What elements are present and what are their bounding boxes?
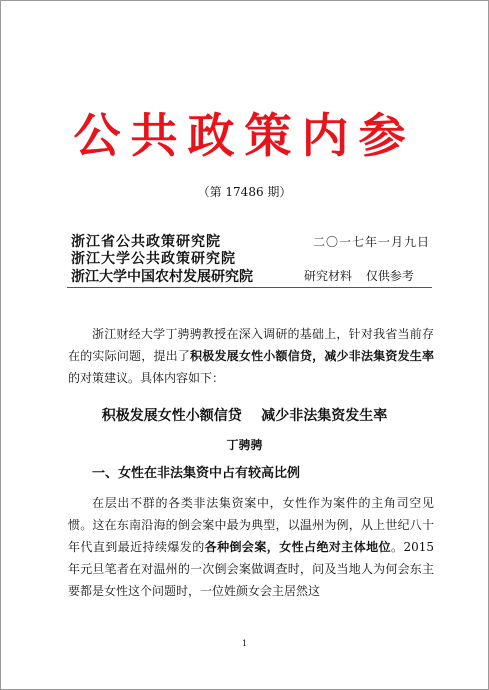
- page-number: 1: [241, 639, 248, 648]
- intro-highlight: 积极发展女性小额信贷，减少非法集资发生率: [190, 349, 434, 363]
- intro-text: 的对策建议。具体内容如下：: [68, 371, 225, 385]
- section-heading: 一、女性在非法集资中占有较高比例: [92, 466, 301, 481]
- publication-date: 二〇一七年一月九日: [313, 235, 431, 249]
- body-text: 。2015 年元旦笔者在对温州的一次倒会案做调查时，问及当地人为何会东主要都是女性这个问题时，一位姓颜女会主居然这: [68, 540, 434, 598]
- body-paragraph: [68, 492, 434, 602]
- organization-name: 浙江省公共政策研究院: [71, 234, 221, 250]
- note-label: 研究材料: [304, 269, 353, 283]
- publication-title: 公共政策内参: [73, 109, 416, 164]
- issue-number: （第 17486 期）: [197, 185, 292, 199]
- header-divider: [67, 287, 432, 288]
- note-label: 仅供参考: [365, 269, 414, 283]
- organization-name: 浙江大学公共政策研究院: [71, 251, 236, 267]
- intro-text: 浙江财经大学丁骋骋教授在深入调研的基础上，针对我省当前存在的实际问题，提出了: [68, 327, 434, 363]
- reference-note: [304, 269, 414, 283]
- organization-name: 浙江大学中国农村发展研究院: [71, 269, 253, 285]
- body-highlight: 各种倒会案，女性占绝对主体地位: [204, 540, 392, 554]
- article-title: 积极发展女性小额信贷 减少非法集资发生率: [101, 408, 388, 424]
- article-author: 丁骋骋: [226, 438, 263, 452]
- body-text: 在层出不群的各类非法集资案中，女性作为案件的主角司空见惯。这在东南沿海的倒会案中最为典型，以温州为例，从上世纪八十年代直到最近持续爆发的: [68, 496, 434, 554]
- intro-paragraph: [68, 323, 434, 389]
